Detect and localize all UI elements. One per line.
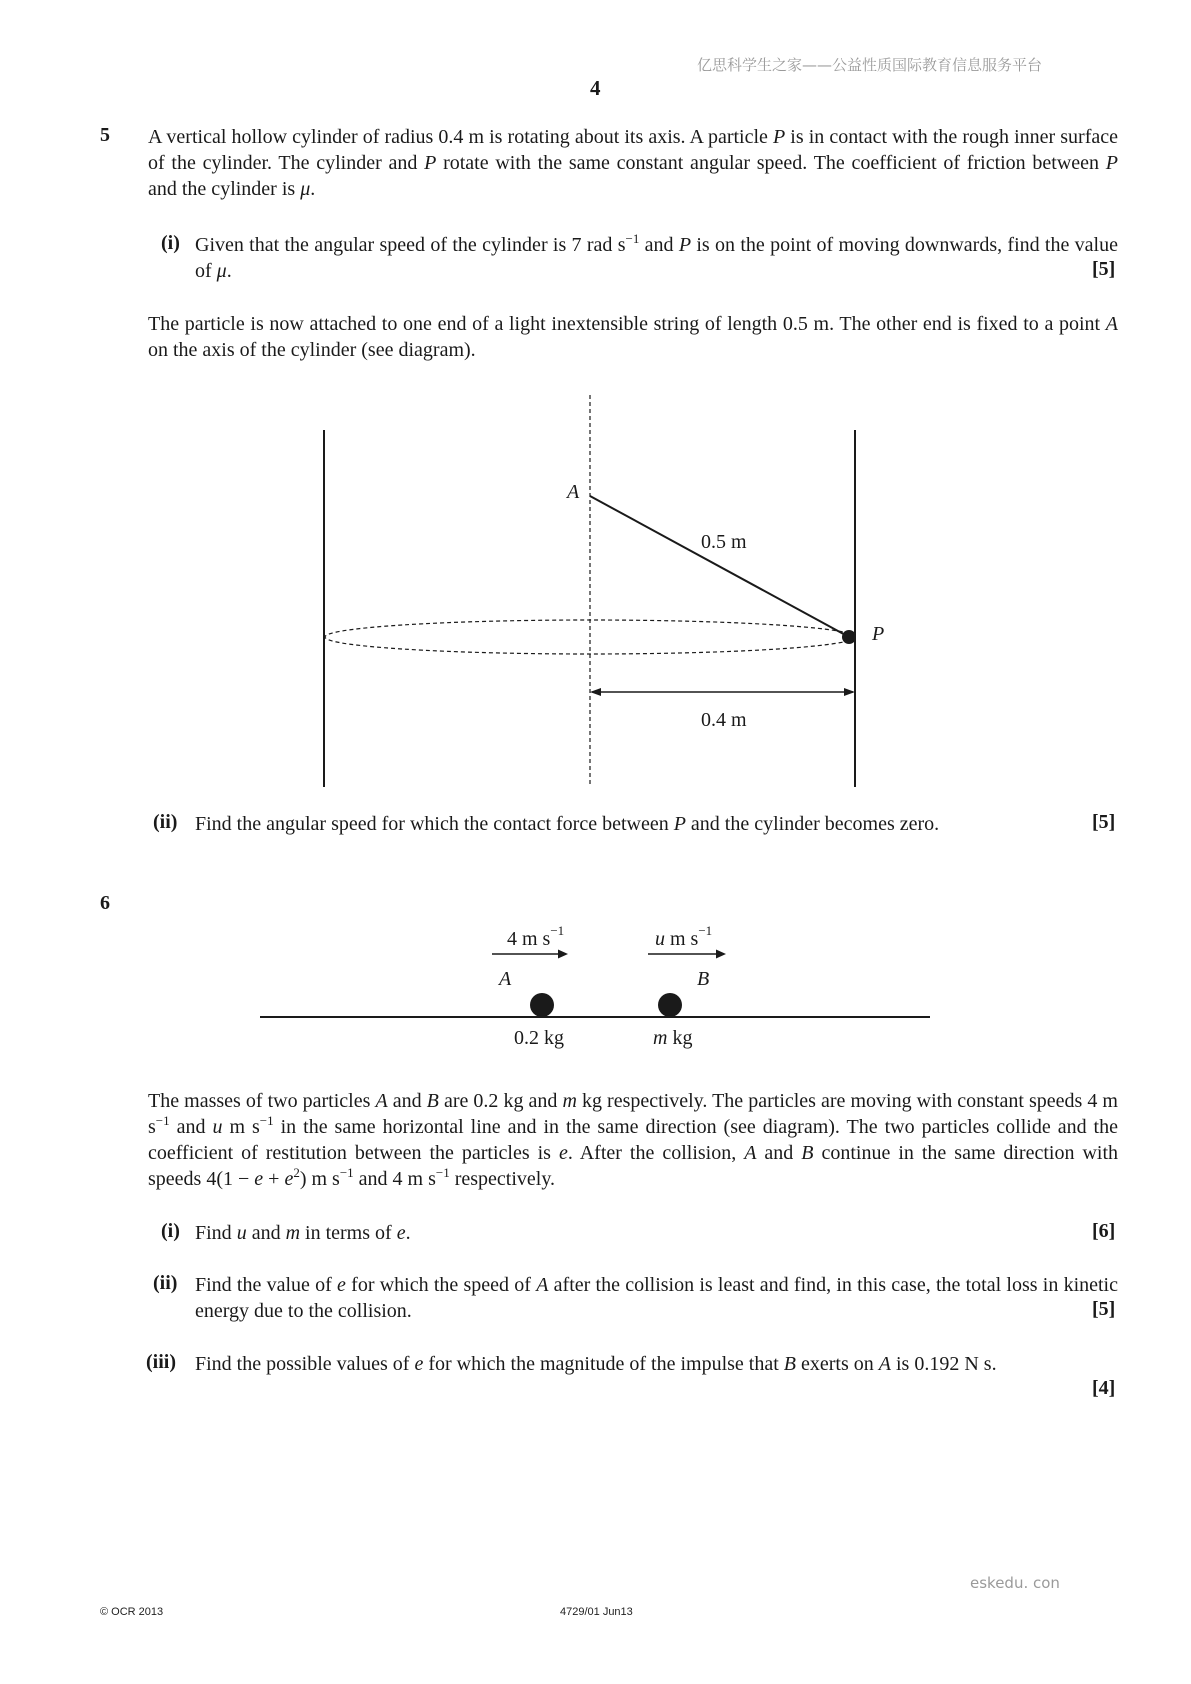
- mass-b-label: m kg: [653, 1027, 693, 1049]
- question-5-number: 5: [100, 124, 110, 146]
- question-5-intro: A vertical hollow cylinder of radius 0.4 m is rotating about its axis. A particle P is in contact with the rough inner surface of the cylinder. The cylinder and P rotate with the same constant angular speed. The coefficient of friction between P and the cylinder is μ.: [148, 126, 1119, 200]
- question-5-string-text: The particle is now attached to one end of a light inextensible string of length 0.5 m. The other end is fixed to a point A on the axis of the cylinder (see diagram).: [148, 313, 1118, 361]
- question-5-part-ii-text: Find the angular speed for which the contact force between P and the cylinder becomes zero.: [195, 813, 940, 835]
- question-5-part-i-text: Given that the angular speed of the cylinder is 7 rad $s^{-1}$ and P is on the point of moving downwards, find the value of μ.: [195, 231, 1118, 282]
- label-a: A: [567, 481, 580, 503]
- collision-diagram: [260, 910, 940, 1060]
- cylinder-diagram: [300, 385, 920, 795]
- question-5-part-i-label: (i): [161, 232, 180, 254]
- label-string-length: 0.5 m: [701, 531, 747, 553]
- radius-arrow-right-head: [844, 688, 855, 696]
- question-6-part-i-label: (i): [161, 1220, 180, 1242]
- question-5-part-ii-marks: [5]: [1092, 811, 1116, 833]
- question-6-number: 6: [100, 892, 110, 914]
- question-6-part-ii-marks: [5]: [1092, 1298, 1116, 1320]
- question-6-part-ii-label: (ii): [153, 1272, 178, 1294]
- question-6-part-i-marks: [6]: [1092, 1220, 1116, 1242]
- question-6-part-iii-marks: [4]: [1092, 1377, 1116, 1399]
- question-5-part-ii-label: (ii): [153, 811, 178, 833]
- label-radius: 0.4 m: [701, 709, 747, 731]
- question-6-part-ii-text: Find the value of e for which the speed of A after the collision is least and find, in this case, the total loss in kinetic energy due to the collision.: [195, 1274, 1118, 1322]
- question-6-part-iii-label: (iii): [146, 1351, 176, 1373]
- question-6-part-iii-text: Find the possible values of e for which the magnitude of the impulse that B exerts on A is 0.192 N s.: [195, 1353, 997, 1375]
- question-5-part-i-marks: [5]: [1092, 258, 1116, 280]
- speed-b-label: u m $s^{-1}$: [655, 923, 713, 950]
- footer-paper-code: 4729/01 Jun13: [560, 1606, 633, 1618]
- particle-p: [842, 630, 856, 644]
- page-number: 4: [590, 76, 601, 100]
- question-6-part-i-text: Find u and m in terms of e.: [195, 1222, 411, 1244]
- header-watermark: 亿思科学生之家——公益性质国际教育信息服务平台: [697, 56, 1043, 74]
- arrow-b-head: [716, 950, 726, 959]
- particle-a: [530, 993, 554, 1017]
- question-6-intro: The masses of two particles A and B are 0.2 kg and m kg respectively. The particles are moving with constant speeds 4 m $s^{-1}$ and u m $s^{-1}$ in the same horizontal line and in the same direction (see diagram). The two particles collide and the coefficient of restitution between the particles is e. After the collision, A and B continue in the same direction with speeds $4(1 - e + e^2)$ m $s^{-1}$ and 4 m $s^{-1}$ respectively.: [148, 1090, 1118, 1190]
- footer-watermark: eskedu. con: [970, 1574, 1060, 1592]
- particle-b: [658, 993, 682, 1017]
- mass-a-label: 0.2 kg: [514, 1027, 564, 1049]
- label-b: B: [697, 968, 710, 990]
- arrow-a-head: [558, 950, 568, 959]
- speed-a-label: 4 m $s^{-1}$: [507, 923, 565, 950]
- label-p: P: [872, 623, 885, 645]
- radius-arrow-left-head: [590, 688, 601, 696]
- string-line: [590, 496, 849, 637]
- label-a: A: [499, 968, 512, 990]
- footer-copyright: © OCR 2013: [100, 1606, 164, 1618]
